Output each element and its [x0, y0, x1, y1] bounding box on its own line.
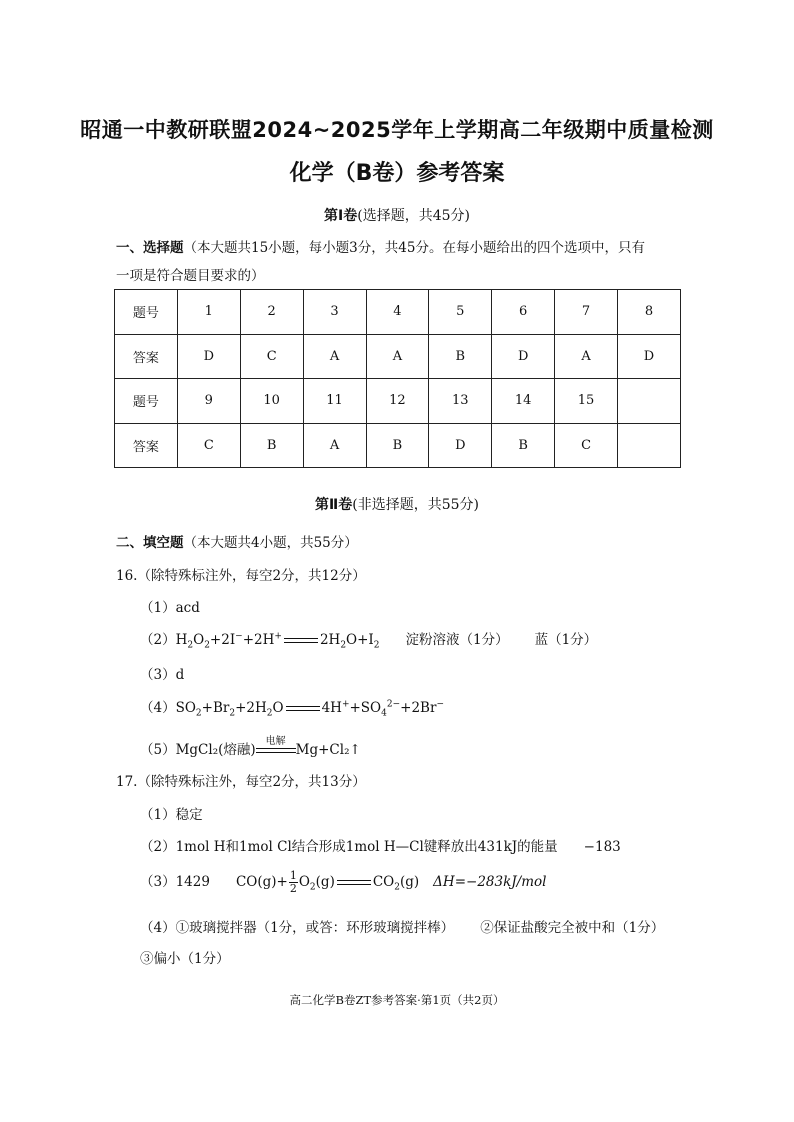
table-cell: C: [177, 423, 240, 468]
table-cell: 12: [366, 379, 429, 424]
document-subtitle: 化学（B卷）参考答案: [289, 161, 505, 186]
table-cell: 4: [366, 290, 429, 335]
q17-answer-3-label: （3）1429: [140, 874, 210, 890]
q17-answer-2-text: （2）1mol H和1mol Cl结合形成1mol H—Cl键释放出431kJ的能量: [140, 839, 558, 855]
table-cell: 10: [240, 379, 303, 424]
table-cell: B: [366, 423, 429, 468]
q17-answer-2: [140, 835, 621, 855]
table-cell: B: [492, 423, 555, 468]
table-cell: 题号: [115, 290, 178, 335]
table-row: [115, 379, 681, 424]
table-cell: D: [492, 334, 555, 379]
part1-heading: [0, 205, 794, 225]
q16-answer-4: [140, 696, 444, 719]
q17-answer-4: [140, 916, 664, 936]
table-cell: D: [618, 334, 681, 379]
section1-label: 一、选择题: [116, 240, 184, 256]
table-cell: 1: [177, 290, 240, 335]
q16-answer-2-label: （2）: [140, 632, 176, 648]
q17-header: 17.（除特殊标注外，每空2分，共13分）: [116, 774, 366, 790]
table-cell: 7: [555, 290, 618, 335]
table-cell: 题号: [115, 379, 178, 424]
table-cell: B: [429, 334, 492, 379]
q17-equation-3: CO(g)+ $\frac{1}{2}$ $O_2(g)$ $CO_2(g)$: [235, 869, 420, 895]
document-title: 昭通一中教研联盟2024~2025学年上学期高二年级期中质量检测: [80, 118, 714, 142]
q16-equation-2: $H_2O_2+2I^-+2H^+$ $2H_2O+I_2$: [175, 631, 380, 651]
q16-answer-2: [140, 628, 597, 651]
section1-desc-1: （本大题共15小题，每小题3分，共45分。在每小题给出的四个选项中，只有: [183, 240, 645, 256]
table-cell: A: [555, 334, 618, 379]
page-footer: 高二化学B卷ZT参考答案·第1页（共2页）: [289, 993, 505, 1007]
part2-heading-bold: 第Ⅱ卷: [315, 497, 353, 513]
table-cell: 5: [429, 290, 492, 335]
q17-answer-1: （1）稳定: [140, 807, 203, 823]
part2-heading: [0, 494, 794, 514]
q17-answer-3: [140, 870, 546, 895]
q16-answer-5-lhs: MgCl₂(熔融): [175, 742, 256, 758]
q16-answer-5: [140, 735, 361, 758]
table-cell: C: [240, 334, 303, 379]
table-cell: 2: [240, 290, 303, 335]
table-cell: 14: [492, 379, 555, 424]
electrolysis-arrow: [256, 735, 296, 758]
table-cell: 6: [492, 290, 555, 335]
section2-intro: [116, 531, 358, 551]
table-cell: 3: [303, 290, 366, 335]
equals-sign: [284, 636, 318, 646]
section2-desc: （本大题共4小题，共55分）: [183, 535, 358, 551]
table-cell: 答案: [115, 334, 178, 379]
fraction-one-half: $\frac{1}{2}$: [289, 869, 297, 895]
table-cell: D: [429, 423, 492, 468]
q17-answer-2-value: −183: [583, 839, 621, 855]
table-cell: 13: [429, 379, 492, 424]
q16-answer-4-label: （4）: [140, 700, 176, 716]
part2-heading-rest: (非选择题，共55分): [352, 497, 479, 513]
electrolysis-label: 电解: [265, 735, 286, 747]
table-cell: A: [303, 334, 366, 379]
q16-equation-4: $SO_2+Br_2+2H_2O$ $4H^++SO_4^{2-}+2Br^-$: [175, 699, 444, 719]
table-cell: B: [240, 423, 303, 468]
q16-answer-2-note-1: 淀粉溶液（1分）: [405, 632, 509, 648]
table-cell: 15: [555, 379, 618, 424]
equals-sign: [337, 878, 371, 888]
table-row: [115, 290, 681, 335]
table-row: [115, 334, 681, 379]
table-cell: A: [303, 423, 366, 468]
q17-answer-4-c: ③偏小（1分）: [140, 951, 230, 967]
section2-label: 二、填空题: [116, 535, 184, 551]
table-cell: 9: [177, 379, 240, 424]
table-cell: 8: [618, 290, 681, 335]
table-cell: [618, 379, 681, 424]
q16-answer-5-label: （5）: [140, 742, 176, 758]
answer-table: [114, 289, 681, 468]
table-cell: C: [555, 423, 618, 468]
q16-answer-1: （1）acd: [140, 600, 200, 616]
part1-heading-bold: 第Ⅰ卷: [324, 208, 358, 224]
table-cell: 11: [303, 379, 366, 424]
q16-answer-2-note-2: 蓝（1分）: [534, 632, 598, 648]
part1-heading-rest: (选择题，共45分): [357, 208, 470, 224]
table-row: [115, 423, 681, 468]
q17-answer-4-b: ②保证盐酸完全被中和（1分）: [480, 920, 665, 936]
section1-intro: [116, 236, 645, 256]
table-cell: D: [177, 334, 240, 379]
q16-answer-3: （3）d: [140, 667, 185, 683]
table-cell: [618, 423, 681, 468]
q17-answer-3-dh: ΔH=−283kJ/mol: [433, 874, 547, 890]
q16-answer-5-rhs: Mg+Cl₂↑: [295, 742, 361, 758]
table-cell: 答案: [115, 423, 178, 468]
q17-answer-4-text: （4）①玻璃搅拌器（1分，或答：环形玻璃搅拌棒）: [140, 920, 455, 936]
table-cell: A: [366, 334, 429, 379]
equals-sign: [286, 704, 320, 714]
q16-header: 16.（除特殊标注外，每空2分，共12分）: [116, 568, 366, 584]
section1-desc-2: 一项是符合题目要求的）: [116, 268, 265, 284]
